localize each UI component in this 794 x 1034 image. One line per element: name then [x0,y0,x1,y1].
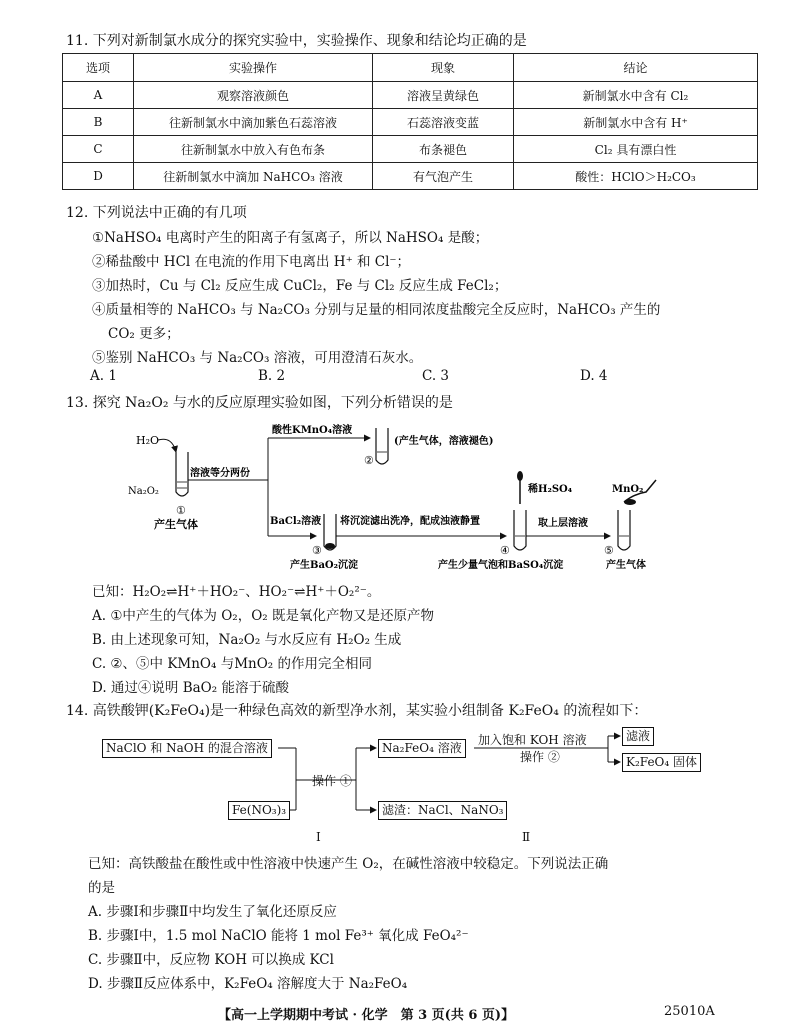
q12-item: ⑤鉴别 NaHCO₃ 与 Na₂CO₃ 溶液，可用澄清石灰水。 [92,350,423,366]
q12-stem: 12. 下列说法中正确的有几项 [66,205,247,221]
table-cell: 布条褪色 [373,136,514,163]
table-header-row [63,54,758,82]
option: A. ①中产生的气体为 O₂，O₂ 既是氧化产物又是还原产物 [92,608,434,624]
table-row [63,136,758,163]
split-label: 溶液等分两份 [190,468,250,479]
flow-box: 滤渣：NaCl、NaNO₃ [378,801,507,820]
table-cell: 石蕊溶液变蓝 [373,109,514,136]
table-row [63,82,758,109]
table-cell: 往新制氯水中放入有色布条 [134,136,373,163]
table-cell: 新制氯水中含有 H⁺ [514,109,758,136]
q13-known: 已知：H₂O₂⇌H⁺＋HO₂⁻、HO₂⁻⇌H⁺＋O₂²⁻。 [92,584,381,600]
option: C. 步骤Ⅱ中，反应物 KOH 可以换成 KCl [88,952,334,968]
flow-box: K₂FeO₄ 固体 [622,753,701,772]
mno2-label: MnO₂ [612,484,644,495]
test-tube-4 [514,510,526,550]
flow-box: Na₂FeO₄ 溶液 [378,739,466,758]
q11-table [62,53,758,190]
q11-stem: 11. 下列对新制氯水成分的探究实验中，实验操作、现象和结论均正确的是 [66,33,527,49]
table-cell: 往新制氯水中滴加 NaHCO₃ 溶液 [134,163,373,190]
tube-number: ⑤ [604,544,614,557]
option: A. 步骤Ⅰ和步骤Ⅱ中均发生了氧化还原反应 [88,904,337,920]
table-header: 结论 [514,54,758,82]
na2o2-label: Na₂O₂ [128,486,159,497]
q13-stem: 13. 探究 Na₂O₂ 与水的反应原理实验如图，下列分析错误的是 [66,395,453,411]
option: C. ②、⑤中 KMnO₄ 与MnO₂ 的作用完全相同 [92,656,372,672]
take-label: 取上层溶液 [538,518,588,529]
result-label: (产生气体，溶液褪色) [394,436,494,447]
q12-item: ④质量相等的 NaHCO₃ 与 Na₂CO₃ 分别与足量的相同浓度盐酸完全反应时，NaHCO₃ 产生的 [92,302,661,318]
table-cell: B [63,109,134,136]
table-cell: Cl₂ 具有漂白性 [514,136,758,163]
table-header: 现象 [373,54,514,82]
option: D. 4 [580,368,608,384]
table-header: 实验操作 [134,54,373,82]
q12-item: CO₂ 更多； [108,326,180,342]
table-cell: 溶液呈黄绿色 [373,82,514,109]
kmno4-label: 酸性KMnO₄溶液 [272,425,353,436]
q12-item: ②稀盐酸中 HCl 在电流的作用下电离出 H⁺ 和 Cl⁻； [92,254,411,270]
q14-known: 已知：高铁酸盐在酸性或中性溶液中快速产生 O₂，在碱性溶液中较稳定。下列说法正确 [88,856,609,872]
option: D. 步骤Ⅱ反应体系中，K₂FeO₄ 溶解度大于 Na₂FeO₄ [88,976,408,992]
table-row [63,163,758,190]
table-cell: 观察溶液颜色 [134,82,373,109]
flow-box: NaClO 和 NaOH 的混合溶液 [102,739,272,758]
bacl2-label: BaCl₂溶液 [270,516,322,527]
h2o-label: H₂O [136,434,160,447]
add-label: 加入饱和 KOH 溶液 [478,733,587,747]
table-cell: 酸性：HClO＞H₂CO₃ [514,163,758,190]
step-label: Ⅱ [522,830,531,844]
q12-item: ③加热时，Cu 与 Cl₂ 反应生成 CuCl₂，Fe 与 Cl₂ 反应生成 FeCl₂； [92,278,508,294]
option: B. 由上述现象可知，Na₂O₂ 与水反应有 H₂O₂ 生成 [92,632,402,648]
q13-diagram [120,418,680,576]
test-tube-2 [376,428,388,464]
footer-code: 25010A [664,1004,715,1019]
h2so4-label: 稀H₂SO₄ [528,484,573,495]
table-header: 选项 [63,54,134,82]
gas5-label: 产生气体 [606,560,646,571]
bao2-label: 产生BaO₂沉淀 [290,560,359,571]
tube-number: ② [364,454,374,467]
tube-number: ③ [312,544,322,557]
wash-label: 将沉淀滤出洗净，配成浊液静置 [340,516,480,527]
q14-stem: 14. 高铁酸钾(K₂FeO₄)是一种绿色高效的新型净水剂，某实验小组制备 K₂FeO₄ 的流程如下： [66,703,648,719]
table-cell: D [63,163,134,190]
q14-known: 的是 [88,880,115,896]
table-cell: 往新制氯水中滴加紫色石蕊溶液 [134,109,373,136]
table-row [63,109,758,136]
option: B. 步骤Ⅰ中，1.5 mol NaClO 能将 1 mol Fe³⁺ 氧化成 FeO₄²⁻ [88,928,469,944]
table-cell: A [63,82,134,109]
option: D. 通过④说明 BaO₂ 能溶于硫酸 [92,680,289,696]
q12-item: ①NaHSO₄ 电离时产生的阳离子有氢离子，所以 NaHSO₄ 是酸； [92,230,489,246]
op1-label: 操作 ① [312,774,352,788]
option: A. 1 [90,368,117,384]
flow-box: Fe(NO₃)₃ [228,801,290,820]
option: C. 3 [422,368,450,384]
step-label: Ⅰ [316,830,321,844]
result4-label: 产生少量气泡和BaSO₄沉淀 [438,560,564,571]
table-cell: 有气泡产生 [373,163,514,190]
flow-box: 滤液 [622,727,654,746]
table-cell: 新制氯水中含有 Cl₂ [514,82,758,109]
table-cell: C [63,136,134,163]
test-tube-5 [618,510,630,550]
arrow [158,439,176,452]
op2-label: 操作 ② [520,750,560,764]
tube-number: ④ [500,544,510,557]
gas-label: 产生气体 [154,518,198,531]
tube-number: ① [176,504,186,517]
test-tube-1 [176,452,188,496]
option: B. 2 [258,368,286,384]
footer-title: 【高一上学期期中考试 · 化学 第 3 页(共 6 页)】 [218,1008,515,1023]
